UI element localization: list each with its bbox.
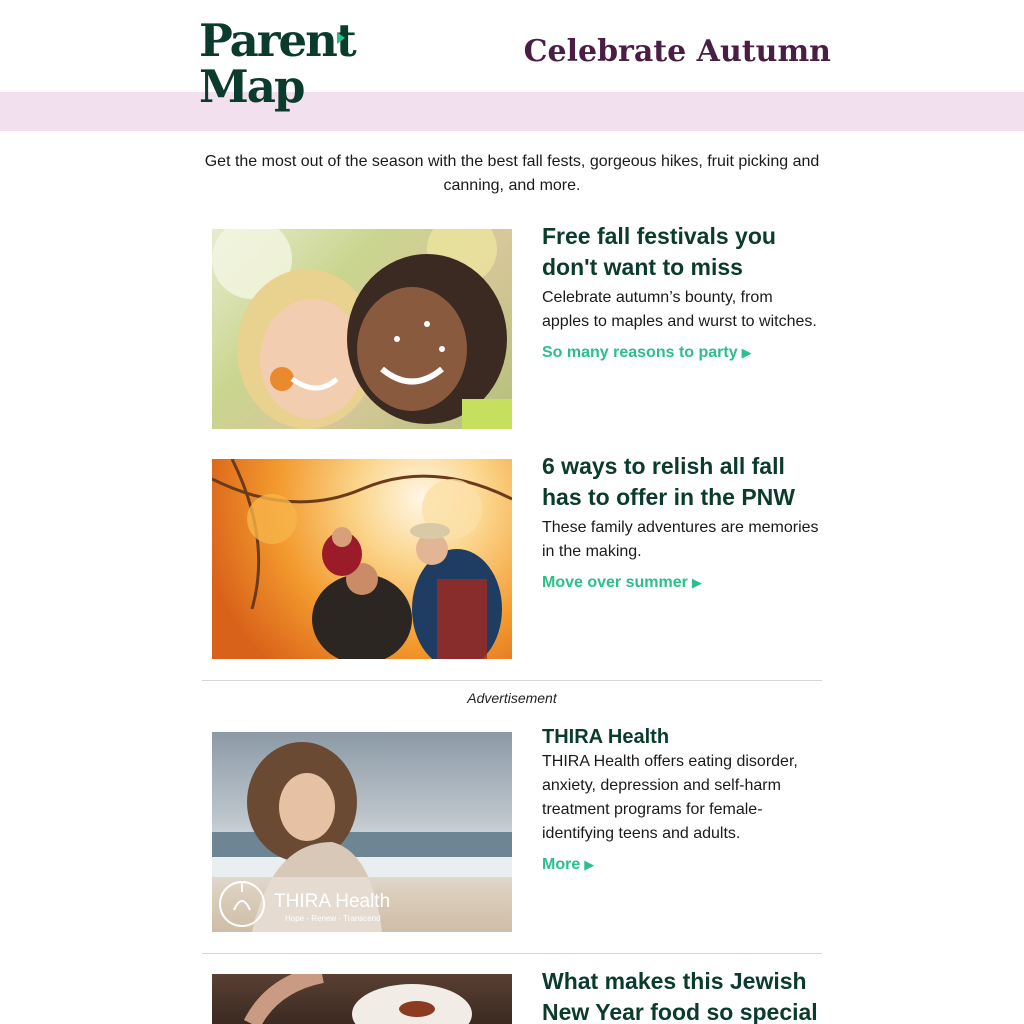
family-autumn-leaves-illustration — [212, 459, 512, 659]
ad-link-more[interactable] — [542, 856, 594, 874]
header-band — [0, 92, 1024, 131]
play-arrow-icon: ▶ — [691, 575, 702, 590]
logo-word-map: Map — [199, 60, 304, 113]
ad-link-label: More — [542, 856, 581, 873]
ad-body-thira — [542, 724, 824, 874]
parentmap-logo[interactable] — [199, 14, 359, 122]
section-divider — [202, 953, 822, 954]
page-headline: Celebrate Autumn — [523, 34, 831, 69]
article-body-jewish-new-year — [542, 966, 824, 1024]
thira-image-tagline: Hope - Renew - Transcend — [285, 914, 381, 923]
email-header — [0, 0, 1024, 92]
article-body-pnw — [542, 451, 824, 592]
intro-text: Get the most out of the season with the best fall fests, gorgeous hikes, fruit picking and canning, and more. — [204, 153, 820, 194]
advertisement-label: Advertisement — [467, 690, 557, 706]
food-plate-illustration — [212, 974, 512, 1024]
article-title[interactable]: Free fall festivals you don't want to miss — [542, 223, 776, 280]
article-title[interactable]: What makes this Jewish New Year food so special — [542, 968, 818, 1024]
article-image-jewish-new-year[interactable] — [212, 974, 512, 1024]
ad-title[interactable]: THIRA Health — [542, 726, 670, 748]
play-arrow-icon: ▶ — [741, 345, 752, 360]
kids-face-paint-illustration — [212, 229, 512, 429]
article-link-festivals[interactable] — [542, 344, 752, 362]
article-link-label: So many reasons to party — [542, 344, 738, 361]
logo-arrow-icon — [337, 32, 345, 44]
article-link-label: Move over summer — [542, 574, 688, 591]
section-divider — [202, 680, 822, 681]
logo-word-parent: Parent — [199, 14, 355, 67]
thira-image-brand: THIRA Health — [274, 891, 391, 912]
ad-description: THIRA Health offers eating disorder, anxiety, depression and self-harm treatment programs for female-identifying teens and adults. — [542, 753, 798, 842]
article-description: These family adventures are memories in the making. — [542, 519, 819, 560]
article-link-pnw[interactable] — [542, 574, 702, 592]
ad-image-thira[interactable] — [212, 732, 512, 932]
article-image-festivals[interactable] — [212, 229, 512, 429]
article-description: Celebrate autumn’s bounty, from apples to maples and wurst to witches. — [542, 289, 817, 330]
article-body-festivals — [542, 221, 824, 362]
woman-beach-illustration — [212, 732, 512, 932]
article-image-pnw[interactable] — [212, 459, 512, 659]
article-title[interactable]: 6 ways to relish all fall has to offer in the PNW — [542, 453, 795, 510]
play-arrow-icon: ▶ — [584, 857, 595, 872]
